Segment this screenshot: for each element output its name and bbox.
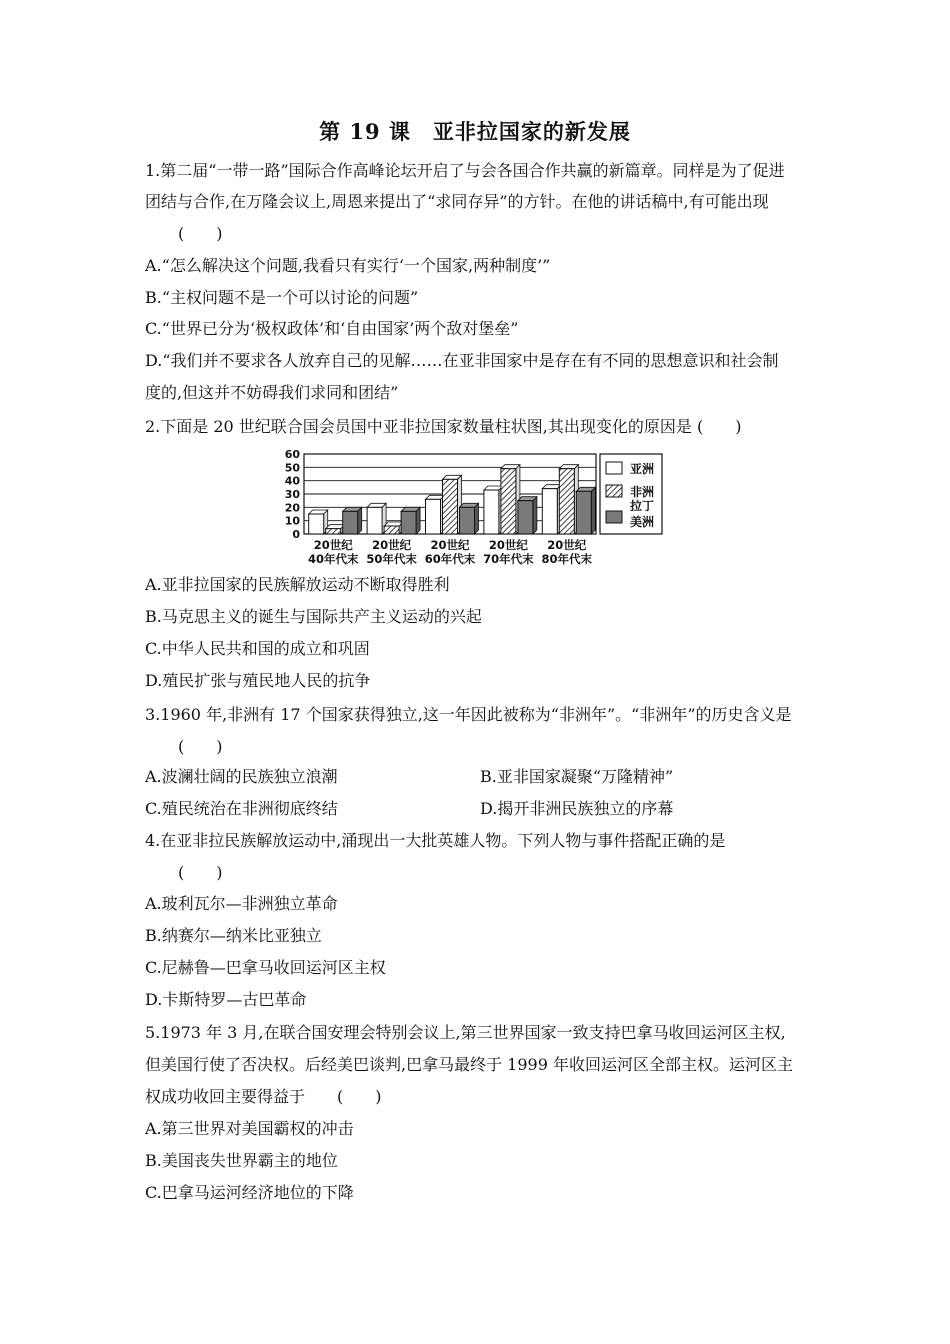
y-tick-label: 20: [284, 501, 300, 515]
q4-option-d: D.卡斯特罗—古巴革命: [145, 990, 307, 1009]
bar: [518, 501, 533, 534]
y-tick-label: 60: [284, 448, 300, 461]
legend-swatch: [606, 511, 622, 523]
bar: [576, 491, 591, 534]
bar-top: [443, 475, 462, 479]
q4-option-c: C.尼赫鲁—巴拿马收回运河区主权: [145, 958, 386, 977]
q1-answer-bracket: ( ): [178, 224, 223, 243]
bar: [559, 469, 574, 534]
legend-label: 非洲: [630, 485, 655, 499]
bar: [384, 526, 399, 534]
x-tick-label: 20世纪: [313, 538, 353, 552]
bar-top: [576, 487, 595, 491]
x-tick-label: 70年代末: [483, 552, 534, 566]
y-tick-label: 50: [284, 461, 300, 475]
q5-option-c: C.巴拿马运河经济地位的下降: [145, 1183, 354, 1202]
bar: [343, 511, 358, 534]
x-tick-label: 40年代末: [307, 552, 359, 566]
y-tick-label: 10: [284, 514, 300, 528]
bar-side: [475, 503, 479, 534]
q2-option-d: D.殖民扩张与殖民地人民的抗争: [145, 671, 371, 690]
q1-option-a: A.“怎么解决这个问题,我看只有实行‘一个国家,两种制度’”: [145, 256, 551, 275]
q2-option-a: A.亚非拉国家的民族解放运动不断取得胜利: [145, 575, 450, 594]
q1-option-c: C.“世界已分为‘极权政体’和‘自由国家’两个敌对堡垒”: [145, 319, 519, 338]
q5-stem-line3: 权成功收回主要得益于 ( ): [145, 1087, 382, 1106]
bar-top: [326, 525, 345, 529]
q3-option-c: C.殖民统治在非洲彻底终结: [145, 799, 338, 818]
legend-label: 亚洲: [630, 462, 655, 476]
bar-side: [533, 497, 537, 534]
q3-option-d: D.揭开非洲民族独立的序幕: [480, 799, 674, 818]
bar-top: [542, 485, 561, 489]
lesson-title: 第 19 课 亚非拉国家的新发展: [319, 119, 631, 144]
bar-top: [384, 522, 403, 526]
bar: [484, 490, 499, 534]
bar: [426, 499, 441, 534]
bar-top: [559, 465, 578, 469]
bar: [326, 529, 341, 534]
bar-top: [460, 503, 479, 507]
bar-top: [484, 486, 503, 490]
q4-stem: 4.在亚非拉民族解放运动中,涌现出一大批英雄人物。下列人物与事件搭配正确的是: [145, 831, 726, 850]
x-tick-label: 20世纪: [488, 538, 528, 552]
bar: [501, 469, 516, 534]
bar-top: [518, 497, 537, 501]
x-tick-label: 20世纪: [430, 538, 470, 552]
x-tick-label: 60年代末: [424, 552, 476, 566]
bar: [443, 479, 458, 534]
q5-option-a: A.第三世界对美国霸权的冲击: [145, 1119, 354, 1138]
bar: [367, 507, 382, 534]
bar-top: [401, 507, 420, 511]
q1-option-d-line2: 度的,但这并不妨碍我们求同和团结”: [145, 383, 399, 402]
q5-stem-line2: 但美国行使了否决权。后经美巴谈判,巴拿马最终于 1999 年收回运河区全部主权。运河区主: [145, 1055, 793, 1074]
q5-option-b: B.美国丧失世界霸主的地位: [145, 1151, 338, 1170]
bar: [309, 514, 324, 534]
bar: [401, 511, 416, 534]
q3-stem: 3.1960 年,非洲有 17 个国家获得独立,这一年因此被称为“非洲年”。“非洲年”的历史含义是: [145, 705, 792, 724]
legend-label: 美洲: [630, 515, 655, 529]
legend-swatch: [606, 485, 622, 497]
q2-option-b: B.马克思主义的诞生与国际共产主义运动的兴起: [145, 607, 482, 626]
q4-option-a: A.玻利瓦尔—非洲独立革命: [145, 894, 338, 913]
y-tick-label: 40: [284, 474, 300, 488]
q1-stem-line1: 1.第二届“一带一路”国际合作高峰论坛开启了与会各国合作共赢的新篇章。同样是为了促进: [145, 161, 785, 180]
legend-label: 拉丁: [630, 499, 655, 513]
bar-side: [416, 507, 420, 534]
q1-option-b: B.“主权问题不是一个可以讨论的问题”: [145, 288, 419, 307]
bar: [542, 489, 557, 534]
bar-top: [367, 503, 386, 507]
q5-stem-line1: 5.1973 年 3 月,在联合国安理会特别会议上,第三世界国家一致支持巴拿马收回运河区主权,: [145, 1023, 786, 1042]
x-tick-label: 20世纪: [547, 538, 587, 552]
q3-option-b: B.亚非国家凝聚“万隆精神”: [480, 767, 674, 786]
q3-option-a: A.波澜壮阔的民族独立浪潮: [145, 767, 338, 786]
bar-top: [501, 465, 520, 469]
q1-stem-line2: 团结与合作,在万隆会议上,周恩来提出了“求同存异”的方针。在他的讲话稿中,有可能出现: [145, 192, 769, 211]
x-tick-label: 80年代末: [541, 552, 593, 566]
bar-top: [309, 510, 328, 514]
y-tick-label: 30: [284, 488, 300, 501]
q2-stem: 2.下面是 20 世纪联合国会员国中亚非拉国家数量柱状图,其出现变化的原因是 ( ): [145, 417, 742, 436]
q1-option-d-line1: D.“我们并不要求各人放弃自己的见解……在亚非国家中是存在有不同的思想意识和社会制: [145, 351, 779, 370]
q2-option-c: C.中华人民共和国的成立和巩固: [145, 639, 370, 658]
bar-top: [426, 495, 445, 499]
bar-side: [591, 487, 595, 534]
x-tick-label: 20世纪: [372, 538, 412, 552]
y-tick-label: 0: [292, 528, 300, 541]
legend-swatch: [606, 462, 622, 474]
bar-side: [358, 507, 362, 534]
q4-answer-bracket: ( ): [178, 863, 223, 882]
q3-answer-bracket: ( ): [178, 737, 223, 756]
bar: [460, 507, 475, 534]
q4-option-b: B.纳赛尔—纳米比亚独立: [145, 926, 322, 945]
x-tick-label: 50年代末: [366, 552, 417, 566]
bar-chart: [278, 446, 678, 570]
bar-top: [343, 507, 362, 511]
